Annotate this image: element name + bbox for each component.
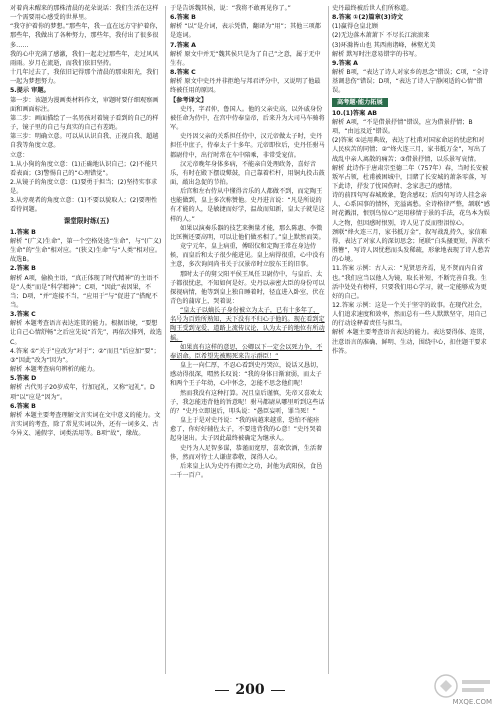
left-column [10,4,163,676]
paragraph: 于是告诉魏其侯，说：“我将不敢再见你了。” [170,5,291,12]
column-divider [165,6,166,674]
paragraph: 解析 “以”是介词，表示凭借，翻译为“用”；其他三项都是连词。 [170,23,321,40]
paragraph: 诗的前四句写春城败象，饱含感叹；后四句写诗人挂念亲人、心系国事的情怀，充溢离愁。全诗格律严整，颔联“感时花溅泪，恨别鸟惊心”运用移情于景的手法，花鸟本为娱人之物，但因感时恨别，诗人见了反而堕泪惊心。 [332,192,490,227]
paragraph: “皇太子以嫡长子身份被立为太子，已有十多年了，名号为百姓所熟知，天下没有不归心于他的。现在看到定陶王受到宠爱，道路上流传议论，认为太子的地位有所动摇。 [170,307,325,342]
paragraph: 解析 原文中史丹并非拒绝与邦君评分中，又说明了他最终被任用的原因。 [170,78,321,95]
answer-line: 9.答案 A [332,59,358,67]
paragraph: 立意： [10,151,29,159]
paragraph: 史丹，字君仲，鲁国人。他的父亲史高，以外戚身份被任命为侍中，在宫中侍奉皇帝，后来升为大司马车骑将军。 [170,105,325,132]
middle-column [170,4,325,676]
paragraph: 第一步：该题为漫画类材料作文，审题时要仔细观察画面和画面标注。 [10,96,159,113]
paragraph: 解析 “(广义)生命”，第一个空格处选“生命”，与“(广义)生命”的“生命”相对应。“(狭义)生命”与“人类”相对应。故选B。 [10,237,162,264]
paragraph: 解析 此诗作于唐肃宗至德二年（757年）春，当时长安被叛军占领，杜甫被困城中，目睹了长安城的萧条零落，写下此诗，抒发了忧国伤时、念家悲己的感情。 [332,164,489,190]
paragraph: 4.答案 ①“关于”应改为“对于”；②“而且”后应加“要”；③“因此”改为“因为”。 [10,347,160,364]
paragraph: 然而我没有这种打算。况且皇后谨慎，先帝又喜欢太子，我怎能违背他的旨意呢！驸马都尉从哪里听到这些话的？”史丹立即退后，叩头说：“愚臣妄听，罪当死！” [170,389,325,415]
paragraph: 颈联“烽火连三月，家书抵万金”，叙写战乱持久，家信难得，表达了对家人的深切思念；尾联“白头搔更短，浑欲不胜簪”，写诗人因忧愁而头发稀疏，形象地表现了诗人愁苦的心境。 [332,228,490,264]
answer-line: 10.(1)答案 AB [332,109,377,117]
answer-line: 8.答案 C [170,69,196,77]
paragraph: 11.答案 示例：古人云：“见贤思齐焉，见不贤而内自省也。”我们应当以他人为镜，取长补短，不断完善自我。生活中处处有榜样，只要我们用心学习，就一定能够成为更好的自己。 [332,265,487,300]
answer-line: 6.答案 B [170,14,196,22]
answer-line: 6.答案 B [10,402,36,410]
paragraph: 3.从旁观者的角度立意：(1)不要以貌取人；(2)要理性看待问题。 [10,197,158,214]
paragraph: 解析 古代男子20岁成年，行加冠礼，又称“冠礼”。D项“以”应是“因为”。 [10,384,155,401]
answer-line: 2.答案 B [10,265,36,273]
watermark-text: MXQE.COM [452,698,492,706]
section-title: 课堂限时练(五) [63,216,110,225]
paragraph: (2)无边落木萧萧下 不尽长江滚滚来 [332,32,430,40]
answer-line: 3.答案 C [10,311,36,319]
paragraph: 解析 本题主要考查理解文言实词在文中意义的能力。文言实词的考查，除了常见实词以外，还有一词多义、古今异义、通假字、词类活用等。B项“故”，缘故。 [10,411,161,438]
paragraph: 史丹为人足智多谋，恭谨而宽厚，喜欢饮酒，生活奢侈，然而对待士人谦虚恭敬，深得人心。 [170,444,323,461]
paragraph: (1)赢得仓皇北顾 [332,23,378,31]
paragraph: 汉元帝晚年身体多病，不能亲自处理政务，喜好音乐，有时在殿下摆设鼙鼓，自己靠着栏杆，用铜丸投击鼓面，敲出急促的节拍。 [170,160,325,186]
paragraph: 解析 A项，“不是借景抒情”错误，应为借景抒情；B项，“由远及近”错误。 [332,118,473,136]
column-divider [328,6,329,674]
answer-line: 【参考译文】 [170,96,208,104]
paragraph: 史丹因父亲的关系担任侍中，汉元帝做太子时，史丹担任中庶子，侍奉太子十多年。元帝即位后，史丹任驸马都尉侍中，出行时常在车中陪乘，非常受宠信。 [170,133,325,159]
paragraph: 皇上于是对史丹说：“我的病越来越重，恐怕不能痊愈了，你好好辅佐太子，不要违背我的心意！”史丹哭着起身退出。太子因此最终被确定为继承人。 [170,417,322,443]
section-banner: 高考题·能力拓展 [332,98,388,107]
paragraph: 解析 B项，“表达了诗人对家乡的思念”错误；C项，“全诗基调悲伤”错误；D项，“表达了诗人宁静闲适的心情”错误。 [332,69,489,95]
answer-line: 8.答案 ①(2)篇章(3)诗文 [332,14,404,22]
answer-line: 1.答案 B [10,228,36,236]
paragraph: 解析 A项，偷换主语，“真正体现了时代精神”的主语不是“人类”而是“科学精神”；C项，“因此”表因果，不当；D项，“并”连接不当，“应用于”与“促进了”搭配不当。 [10,274,159,309]
answer-line: 5.答案 D [10,375,37,383]
paragraph: 如果真有这样的意思，公卿以下一定会以死力争，不奉诏命。臣希望先被赐死来告示群臣！” [170,343,323,360]
paragraph: 我的心中充满了感激，我们一起走过那些年，走过风风雨雨。岁月在流逝，而我们依旧坚持。 [10,50,159,67]
paragraph: 2.从镜子的角度立意：(1)要勇于担当；(2)坚持实事求是。 [10,178,158,196]
paragraph: 史丹最终被后世人们所称道。 [332,5,413,12]
paragraph: 那时太子的舅父阳平侯王凤任卫尉侍中，与皇后、太子都很忧虑，不知如何是好。史丹以亲密大臣的身份可以探视病情，他等到皇上独自睡着时，径直进入卧室，伏在青色的蒲席上，哭着说： [170,270,325,305]
right-column [332,4,490,676]
paragraph: 皇上一向仁厚，不忍心看到史丹哭泣，说话又恳切，感动得很深，喟然长叹说：“我的身体日渐衰弱，而太子和两个王子年幼，心中怀念，怎能不思念他们呢！ [170,362,323,388]
answer-line: 5.提示 审题。 [10,87,50,95]
answer-line: 7.答案 A [170,41,196,49]
paragraph: 解析 原文中并无“魏其侯只是为了自己”之意，属于无中生有。 [170,50,321,67]
paragraph: 后来皇上认为史丹有拥立之功，封他为武阳侯，食邑一千一百户。 [170,462,323,479]
paragraph: 第三步：明确立意。可以从认识自我、正视自我、超越自我等角度立意。 [10,133,159,150]
paragraph: 解析 本题考查病句辨析的能力。 [10,366,99,374]
page-number: 200 [0,682,500,698]
paragraph: 解析 本题考查语言表达连贯的能力。根据语境，“要想让自己心情舒畅”之后应先说“首先”，再依次排列，故选C。 [10,320,162,346]
paragraph: 如果以演奏乐器的技艺来衡量才能，那么陈惠、李微比匡衡还要高明，可以让他们做丞相了。”皇上默然而笑。 [170,224,325,241]
paragraph: 第二步：画面描绘了一名男孩对着镜子看到的自己的样子，镜子里的自己与真实的自己有差距。 [10,114,159,132]
paragraph: 解析 本题主要考查语言表达的能力。表达要得体、连贯，注意语言的准确、鲜明、生动，围绕中心，扣住题干要求作答。 [332,329,489,355]
paragraph: 对着尚未醒来的那株清晨的花朵说话：我们生活在这样一个需要用心感受的世界里。 [10,5,159,22]
paragraph: 12.答案 示例：这是一个关于坚守的故事。在现代社会，人们追求速度和效率，然而总有一些人默默坚守，用自己的行动诠释着责任与担当。 [332,302,487,328]
paragraph: “我守护着你的梦想。”那些年，我一直在远方守护着你，那些年，我做出了各种努力，那些年，我付出了很多很多…… [10,23,162,49]
paragraph: 竟宁元年，皇上病重，傅昭仪和定陶王常在身边侍候，而皇后和太子很少能进见。皇上病得很重，心中没有主意，多次询问尚书关于汉景帝时立胶东王的旧事。 [170,243,325,269]
paragraph: 十几年过去了，我依旧记得那个清晨的那束阳光，我们一起为梦想努力。 [10,69,159,86]
paragraph: 解析 默写时注意易错字的书写。 [332,50,421,58]
paragraph: 后宫和左右侍从中懂得音乐的人都做不到，而定陶王也能做到，皇上多次称赞他。史丹进言说：“凡是所说的有才能的人，是敏捷而好学，温故而知新，皇太子就是这样的人。” [170,188,325,223]
paragraph: 1.从小狗的角度立意：(1)正确地认识自己；(2)不能只看表面；(3)警惕自己的“心理错觉”。 [10,160,158,177]
paragraph: (3)环滁皆山也 其西南诸峰，林壑尤美 [332,41,436,49]
paragraph: (2)答案 ①运用典故，表达了杜甫对国家命运的忧虑和对人民疾苦的同情；②“烽火连三月，家书抵万金”，写出了战乱中亲人离散的痛苦；③借景抒情，以乐景写哀情。 [332,137,487,163]
